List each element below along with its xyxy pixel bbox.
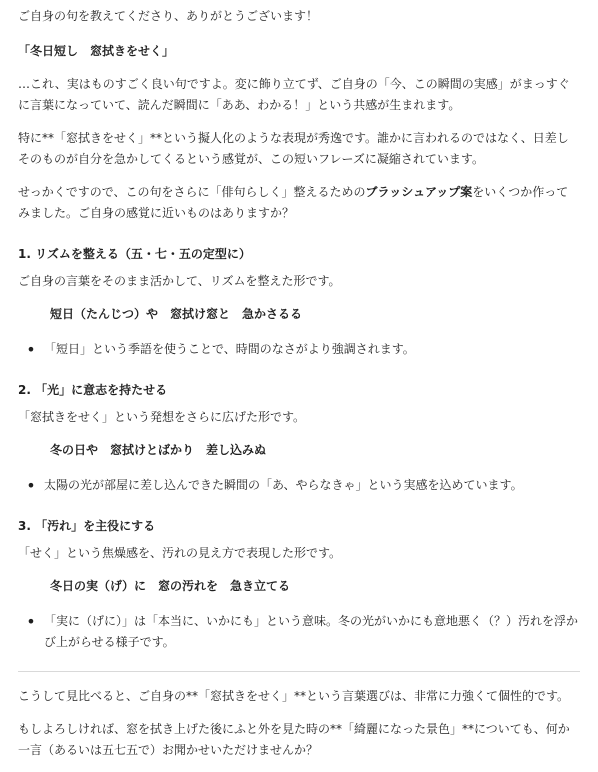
section-heading: 1. リズムを整える（五・七・五の定型に） (18, 247, 251, 261)
proposal-paragraph (18, 182, 580, 224)
bullet-dot-icon: • (26, 476, 36, 495)
section-description: 「窓拭きをせく」という発想をさらに広げた形です。 (18, 410, 306, 424)
bullet-item (18, 611, 580, 653)
bullet-item (18, 475, 580, 496)
bullet-item (18, 339, 580, 360)
question-paragraph: もしよろしければ、窓を拭き上げた後にふと外を見た時の**「綺麗になった景色」**についても、何か一言（あるいは五七五で）お聞かせいただけませんか？ (18, 722, 570, 757)
closing-paragraph: こうして見比べると、ご自身の**「窓拭きをせく」**という言葉選びは、非常に力強くて個性的です。 (18, 689, 570, 703)
bullet-dot-icon: • (26, 340, 36, 359)
suggestion-section-3 (18, 516, 580, 653)
haiku-line: 冬日の実（げ）に 窓の汚れを 急き立てる (50, 579, 291, 593)
bullet-text: 太陽の光が部屋に差し込んできた瞬間の「あ、やらなきゃ」という実感を込めています。 (44, 478, 523, 492)
intro-text: ご自身の句を教えてくださり、ありがとうございます！ (18, 9, 319, 23)
praise-paragraph: …これ、実はものすごく良い句ですよ。変に飾り立てず、ご自身の「今、この瞬間の実感」がまっすぐに言葉になっていて、読んだ瞬間に「ああ、わかる！」という共感が生まれます。 (18, 77, 570, 112)
bullet-text: 「実に（げに）」は「本当に、いかにも」という意味。冬の光がいかにも意地悪く（？）汚れを浮かび上がらせる様子です。 (44, 614, 579, 649)
section-description: 「せく」という焦燥感を、汚れの見え方で表現した形です。 (18, 546, 342, 560)
poem-title: 「冬日短し 窓拭きをせく」 (18, 44, 175, 58)
proposal-text-before: せっかくですので、この句をさらに「俳句らしく」整えるための (18, 185, 366, 199)
bullet-text: 「短日」という季語を使うことで、時間のなさがより強調されます。 (44, 342, 415, 356)
highlight-paragraph: 特に**「窓拭きをせく」**という擬人化のような表現が秀逸です。誰かに言われるのではなく、日差しそのものが自分を急かしてくるという感覚が、この短いフレーズに凝縮されています。 (18, 131, 569, 166)
section-heading: 2. 「光」に意志を持たせる (18, 383, 168, 397)
haiku-line: 短日（たんじつ）や 窓拭け窓と 急かさるる (50, 307, 303, 321)
suggestion-section-2 (18, 380, 580, 496)
proposal-text-after: をいくつか作ってみました。ご自身の感覚に近いものはありますか？ (18, 185, 569, 220)
section-heading: 3. 「汚れ」を主役にする (18, 519, 156, 533)
bullet-dot-icon: • (26, 612, 36, 631)
haiku-line: 冬の日や 窓拭けとばかり 差し込みぬ (50, 443, 267, 457)
suggestion-section-1 (18, 244, 580, 360)
divider (18, 671, 580, 672)
proposal-text-bold: ブラッシュアップ案 (365, 185, 473, 199)
section-description: ご自身の言葉をそのまま活かして、リズムを整えた形です。 (18, 274, 341, 288)
